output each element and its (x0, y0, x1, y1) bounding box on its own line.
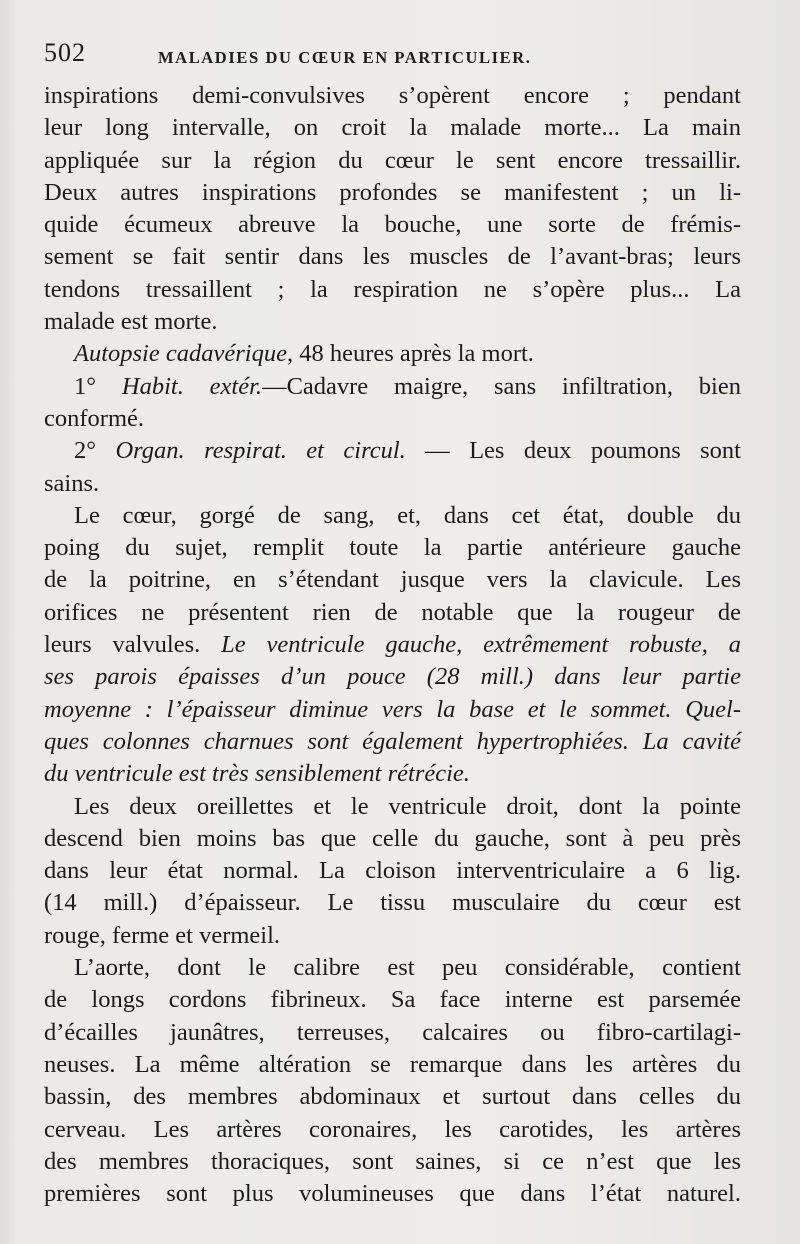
text-line: Le cœur, gorgé de sang, et, dans cet état, double du (74, 501, 741, 529)
text-line: appliquée sur la région du cœur le sent encore tressaillir. (44, 146, 741, 174)
text-line-valvules (44, 629, 741, 661)
text-run: — Les deux poumons sont (405, 437, 741, 465)
italic-run: Habit. extér. (121, 372, 263, 400)
text-line: moyenne : l’épaisseur diminue vers la base et le sommet. Quel- (44, 695, 741, 723)
text-line: Deux autres inspirations profondes se manifestent ; un li- (44, 178, 741, 206)
text-run: 1° (74, 372, 122, 400)
text-run: —Cadavre maigre, sans infiltration, bien (262, 372, 741, 400)
text-line: bassin, des membres abdominaux et surtout dans celles du (44, 1083, 741, 1111)
text-line: de longs cordons fibrineux. Sa face interne est parsemée (44, 986, 741, 1014)
text-line: sains. (44, 469, 100, 497)
page-header (44, 38, 744, 78)
text-line: descend bien moins bas que celle du gauche, sont à peu près (44, 824, 741, 852)
text-line: inspirations demi-convulsives s’opèrent encore ; pendant (44, 82, 741, 109)
text-line: orifices ne présentent rien de notable que la rougeur de (44, 598, 741, 626)
text-line: des membres thoraciques, sont saines, si ce n’est que les (44, 1147, 741, 1175)
text-line: de la poitrine, en s’étendant jusque vers la clavicule. Les (44, 566, 741, 594)
italic-run: Organ. respirat. et circul. (115, 437, 406, 465)
text-line: tendons tressaillent ; la respiration ne s’opère plus... La (44, 275, 741, 303)
text-line: ques colonnes charnues sont également hypertrophiées. La cavité (44, 727, 741, 755)
text-line-organes (44, 435, 741, 467)
italic-run: Le ventricule gauche, extrêmement robuste, a (221, 631, 741, 659)
text-line: du ventricule est très sensiblement rétrécie. (44, 760, 470, 788)
running-head: MALADIES DU CŒUR EN PARTICULIER. (158, 48, 532, 67)
text-line: neuses. La même altération se remarque dans les artères du (44, 1050, 741, 1078)
text-line: dans leur état normal. La cloison interventriculaire a 6 lig. (44, 857, 741, 885)
section-heading-autopsie (44, 338, 741, 370)
text-line: poing du sujet, remplit toute la partie antérieure gauche (44, 534, 741, 562)
italic-run: Autopsie cadavérique (74, 340, 287, 368)
page-number: 502 (44, 38, 86, 67)
text-line-habit-exterieur (44, 371, 741, 403)
text-line: conformé. (44, 404, 144, 432)
page-body (44, 80, 741, 1210)
text-line: sement se fait sentir dans les muscles de l’avant-bras; leurs (44, 243, 741, 271)
text-line: (14 mill.) d’épaisseur. Le tissu musculaire du cœur est (44, 889, 741, 917)
text-line: premières sont plus volumineuses que dans l’état naturel. (44, 1180, 741, 1208)
text-line: rouge, ferme et vermeil. (44, 921, 281, 949)
text-run: leurs valvules. (44, 631, 222, 659)
text-run: , 48 heures après la mort. (286, 340, 534, 368)
text-line: cerveau. Les artères coronaires, les carotides, les artères (44, 1115, 741, 1143)
text-line: L’aorte, dont le calibre est peu considérable, contient (74, 954, 741, 982)
text-line: quide écumeux abreuve la bouche, une sorte de frémis- (44, 211, 741, 239)
text-line: d’écailles jaunâtres, terreuses, calcaires ou fibro-cartilagi- (44, 1018, 741, 1046)
text-line: ses parois épaisses d’un pouce (28 mill.) dans leur partie (44, 663, 741, 691)
text-run: 2° (74, 437, 116, 465)
text-line: Les deux oreillettes et le ventricule droit, dont la pointe (74, 792, 741, 820)
text-line: leur long intervalle, on croit la malade morte... La main (44, 114, 741, 142)
text-line: malade est morte. (44, 308, 218, 336)
